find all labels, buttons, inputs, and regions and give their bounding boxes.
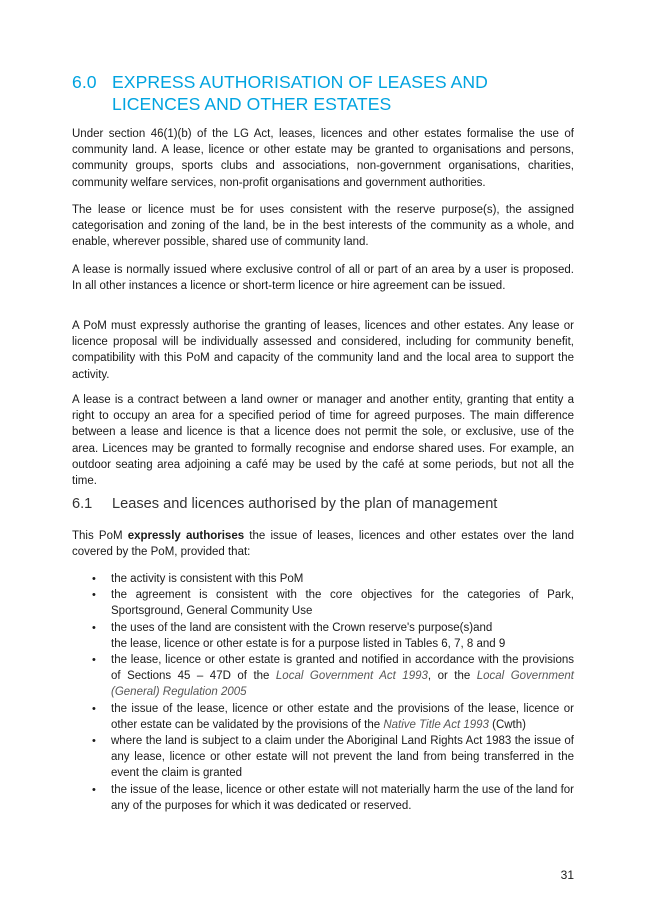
list-item-text: the lease, licence or other estate is for a purpose listed in Tables 6, 7, 8 and 9 xyxy=(111,637,506,650)
bullet-icon: • xyxy=(92,702,96,715)
list-item-text: the issue of the lease, licence or other estate will not materially harm the use of the land for any of the purposes for which it was dedicated or reserved. xyxy=(111,783,574,812)
act-title: Native Title Act 1993 xyxy=(383,718,489,731)
list-item-text: the activity is consistent with this PoM xyxy=(111,573,304,585)
intro-paragraph xyxy=(72,528,574,560)
section-heading xyxy=(72,71,572,115)
paragraph-1: Under section 46(1)(b) of the LG Act, leases, licences and other estates formalise the use of community land. A lease, licence or other estate may be granted to organisations and persons, community groups, sports clubs and associations, non-government organisations, charities, community welfare services, non-profit organisations and government authorities. xyxy=(72,128,574,189)
list-item xyxy=(92,587,574,619)
paragraph-2: The lease or licence must be for uses consistent with the reserve purpose(s), the assigned categorisation and zoning of the land, be in the best interests of the community as a whole, and enable, wherever possible, shared use of community land. xyxy=(72,204,574,249)
list-item xyxy=(92,782,574,814)
section-number: 6.0 xyxy=(72,72,97,92)
act-title: Local Government Act 1993 xyxy=(275,670,428,683)
paragraph-5: A lease is a contract between a land owner or manager and another entity, granting that entity a right to occupy an area for a specified period of time for agreed purposes. The main difference between a lease and licence is that a licence does not permit the sole, or exclusive, use of the area. Licences may be granted to formally recognise and endorse shared uses. For example, an outdoor seating area adjoining a café may be used by the café at some periods, but not all the time. xyxy=(72,394,574,488)
list-item-text: the agreement is consistent with the core objectives for the categories of Park, Sportsground, General Community Use xyxy=(111,589,574,618)
intro-bold: expressly authorises xyxy=(127,530,245,542)
list-item-text: , or the xyxy=(427,670,477,683)
list-item-text: the issue of the lease, licence or other estate and the provisions of the lease, licence or other estate can be validated by the provisions of the xyxy=(111,702,574,731)
bullet-icon: • xyxy=(92,589,96,602)
paragraph-3: A lease is normally issued where exclusive control of all or part of an area by a user is proposed. In all other instances a licence or short-term licence or hire agreement can be issued. xyxy=(72,264,574,293)
bullet-icon: • xyxy=(92,783,96,796)
intro-text-after: the issue of leases, licences and other estates over the land covered by the PoM, provided that: xyxy=(72,530,574,559)
intro-text-before: This PoM xyxy=(72,530,128,542)
list-item xyxy=(92,701,574,733)
list-item-text: (Cwth) xyxy=(488,718,526,731)
bullet-icon: • xyxy=(92,735,96,748)
list-item-text: the lease, licence or other estate is granted and notified in accordance with the provisions of Sections 45 – 47D of the xyxy=(111,654,574,683)
list-item xyxy=(92,620,574,652)
bullet-icon: • xyxy=(92,573,96,585)
subsection-title: Leases and licences authorised by the plan of management xyxy=(112,496,498,512)
regulation-title: Local Government (General) Regulation 2005 xyxy=(111,670,574,699)
page-number: 31 xyxy=(560,868,574,882)
conditions-list xyxy=(92,571,574,814)
list-item xyxy=(92,733,574,782)
list-item-text: where the land is subject to a claim under the Aboriginal Land Rights Act 1983 the issue of any lease, licence or other estate will not prevent the land from being transferred in the event the claim is granted xyxy=(111,735,574,780)
paragraph-4: A PoM must expressly authorise the granting of leases, licences and other estates. Any lease or licence proposal will be individually assessed and considered, including for community benefit, compatibility with this PoM and capacity of the community land and the local area to support the activity. xyxy=(72,320,574,381)
subsection-heading xyxy=(72,494,572,514)
section-title: EXPRESS AUTHORISATION OF LEASES AND LICENCES AND OTHER ESTATES xyxy=(112,72,488,114)
list-item xyxy=(92,652,574,701)
list-item-text: the uses of the land are consistent with the Crown reserve's purpose(s)and xyxy=(111,621,493,634)
bullet-icon: • xyxy=(92,654,96,667)
subsection-number: 6.1 xyxy=(72,496,93,512)
list-item xyxy=(92,571,574,587)
bullet-icon: • xyxy=(92,621,96,634)
